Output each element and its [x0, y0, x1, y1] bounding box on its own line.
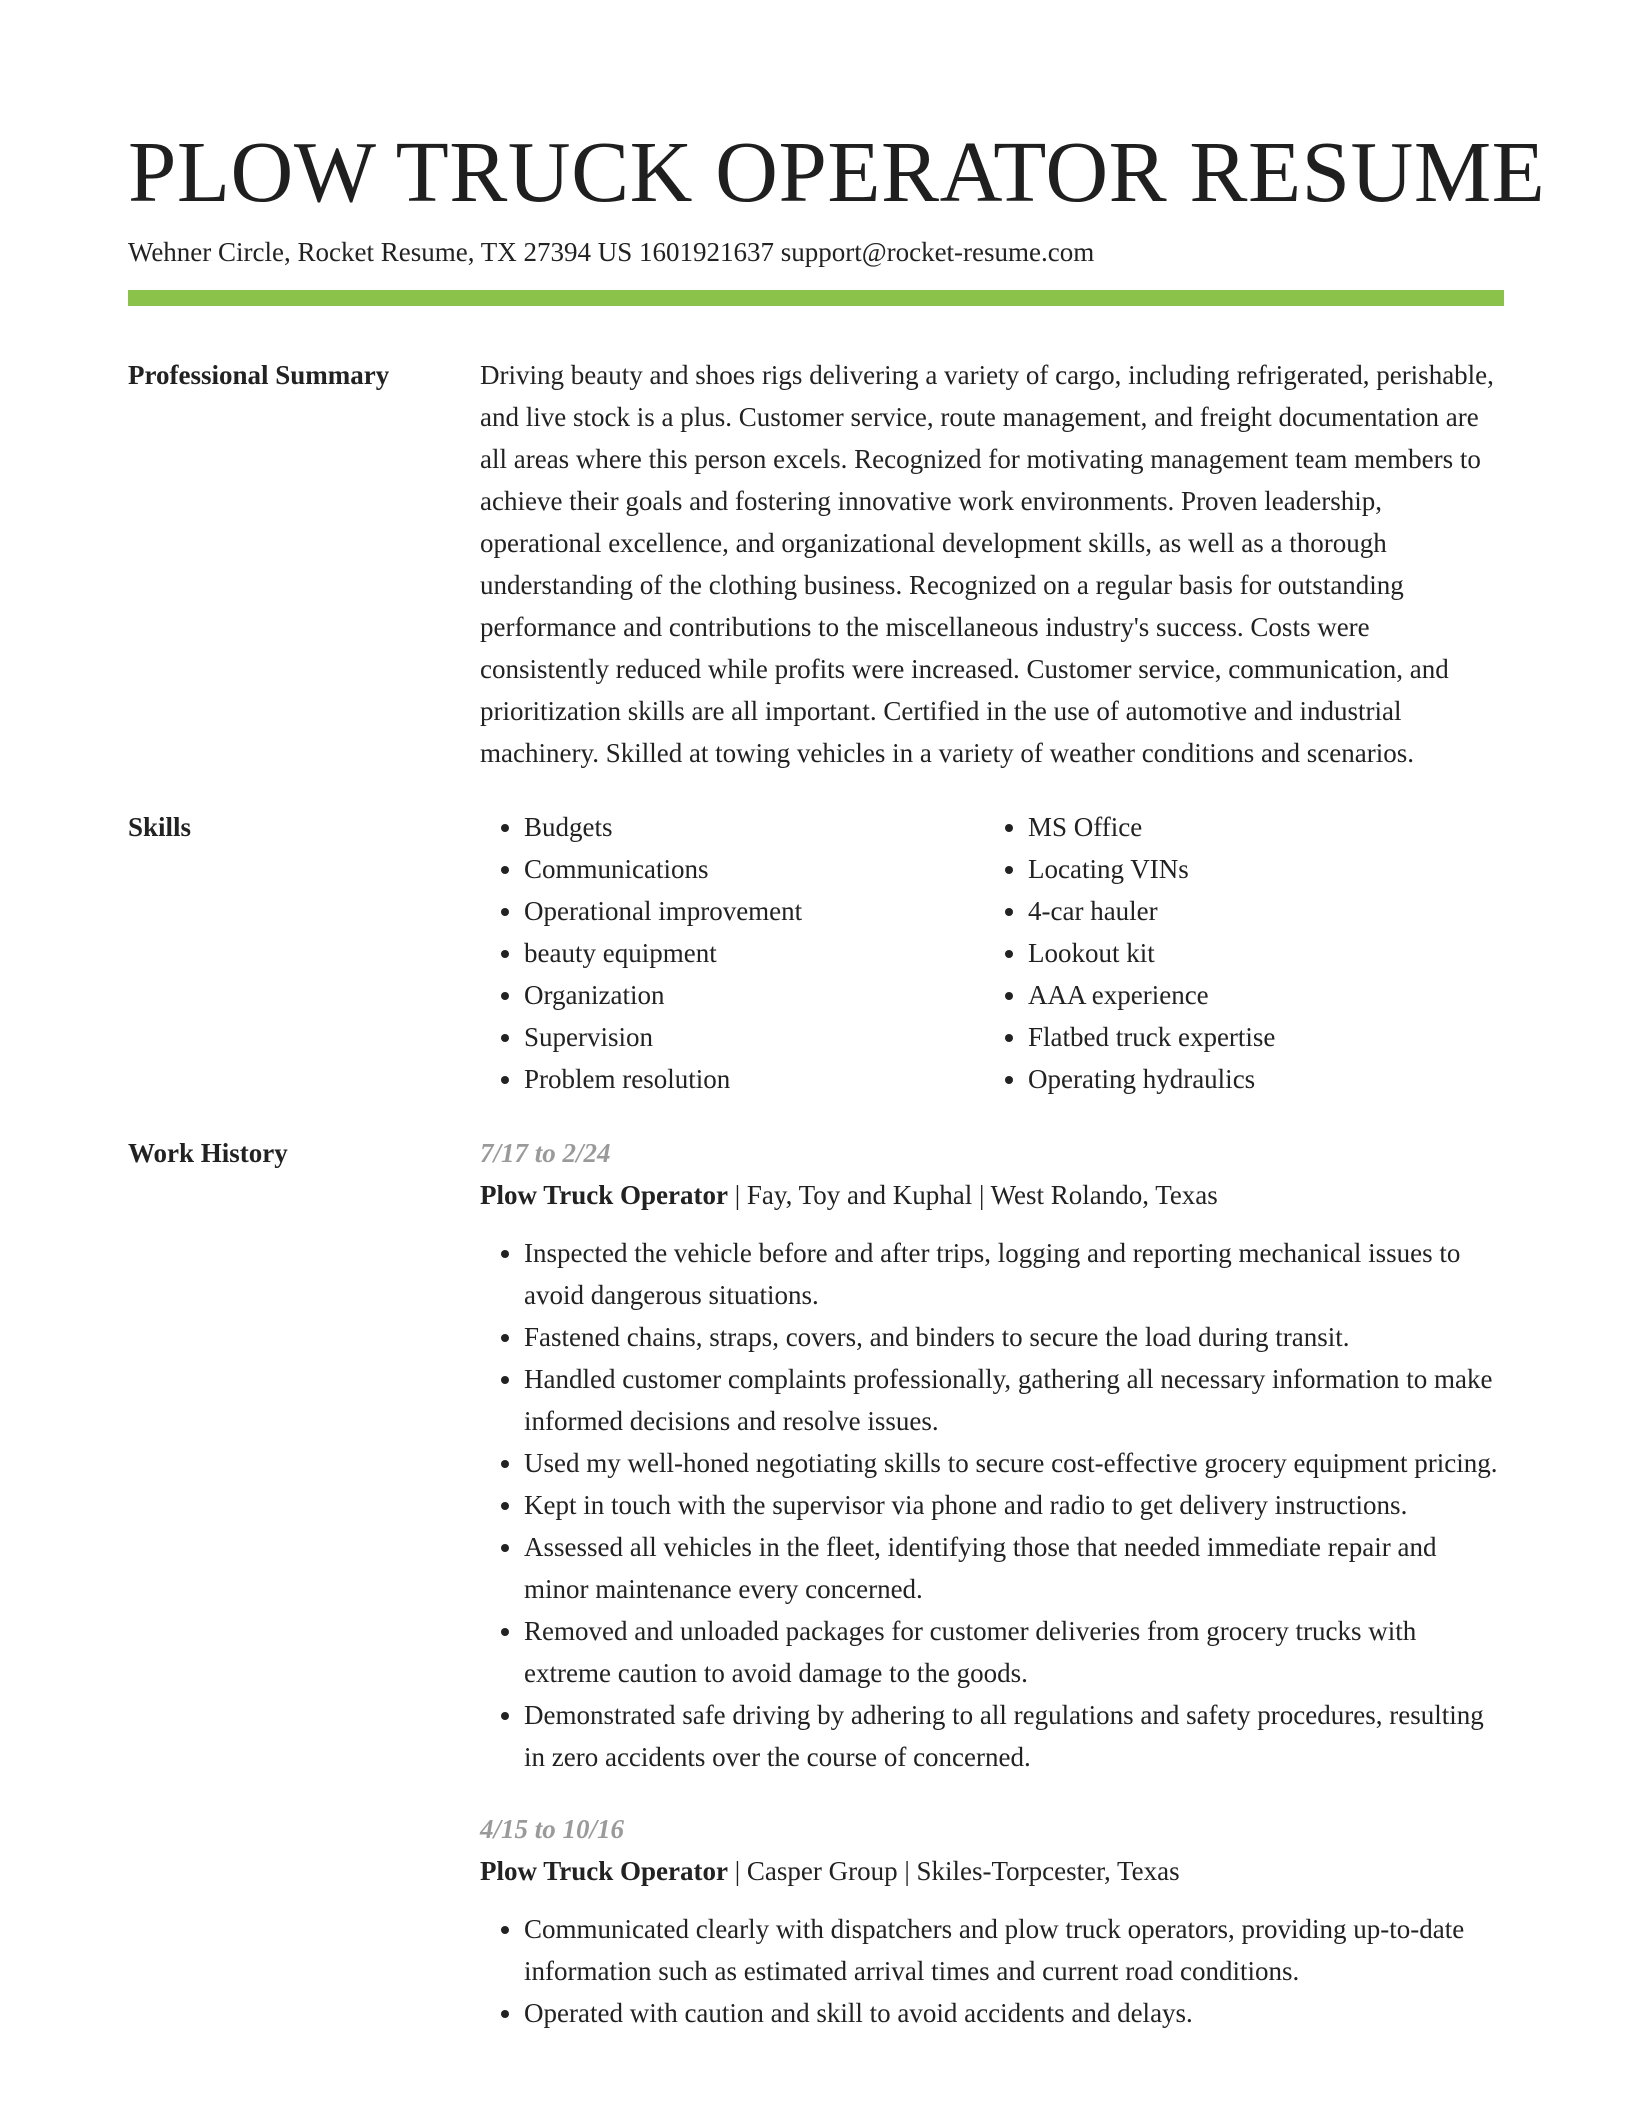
- duty-item: • Operated with caution and skill to avoid accidents and delays.: [524, 1992, 1504, 2034]
- work-history-section: [128, 1132, 1504, 2064]
- job-heading: [480, 1850, 1504, 1892]
- skill-item: • AAA experience: [1028, 974, 1488, 1016]
- job-details: | Casper Group | Skiles-Torpcester, Texas: [727, 1856, 1180, 1886]
- skill-item: • 4-car hauler: [1028, 890, 1488, 932]
- work-history-label: Work History: [128, 1138, 288, 1168]
- job-dates: 4/15 to 10/16: [480, 1814, 625, 1844]
- job-dates: 7/17 to 2/24: [480, 1138, 611, 1168]
- page-title: PLOW TRUCK OPERATOR RESUME: [128, 123, 1546, 220]
- duty-item: • Inspected the vehicle before and after trips, logging and reporting mechanical issues to avoid dangerous situations.: [524, 1232, 1504, 1316]
- duty-item: • Handled customer complaints professionally, gathering all necessary information to make informed decisions and resolve issues.: [524, 1358, 1504, 1442]
- duty-item: • Used my well-honed negotiating skills to secure cost-effective grocery equipment pricing.: [524, 1442, 1504, 1484]
- skills-list-right: [984, 806, 1488, 1100]
- skill-item: • Organization: [524, 974, 984, 1016]
- skill-item: • Flatbed truck expertise: [1028, 1016, 1488, 1058]
- job-duties: [480, 1908, 1504, 2034]
- skill-item: • Budgets: [524, 806, 984, 848]
- skill-item: • Communications: [524, 848, 984, 890]
- duty-item: • Kept in touch with the supervisor via phone and radio to get delivery instructions.: [524, 1484, 1504, 1526]
- contact-line: Wehner Circle, Rocket Resume, TX 27394 US 1601921637 support@rocket-resume.com: [128, 237, 1095, 267]
- skill-item: • MS Office: [1028, 806, 1488, 848]
- skill-item: • Operating hydraulics: [1028, 1058, 1488, 1100]
- work-history-content: [480, 1132, 1504, 2064]
- summary-label: Professional Summary: [128, 360, 390, 390]
- job-heading: [480, 1174, 1504, 1216]
- duty-item: • Demonstrated safe driving by adhering to all regulations and safety procedures, resulting in zero accidents over the course of concerned.: [524, 1694, 1504, 1778]
- skill-item: • Operational improvement: [524, 890, 984, 932]
- summary-section: [128, 354, 1504, 774]
- skill-item: • beauty equipment: [524, 932, 984, 974]
- job-details: | Fay, Toy and Kuphal | West Rolando, Texas: [727, 1180, 1218, 1210]
- duty-item: • Assessed all vehicles in the fleet, identifying those that needed immediate repair and minor maintenance every concerned.: [524, 1526, 1504, 1610]
- skill-item: • Problem resolution: [524, 1058, 984, 1100]
- skill-item: • Lookout kit: [1028, 932, 1488, 974]
- job-duties: [480, 1232, 1504, 1778]
- job-entry: [480, 1808, 1504, 2034]
- duty-item: • Fastened chains, straps, covers, and binders to secure the load during transit.: [524, 1316, 1504, 1358]
- skills-columns: [480, 806, 1504, 1100]
- skill-item: • Supervision: [524, 1016, 984, 1058]
- duty-item: • Removed and unloaded packages for customer deliveries from grocery trucks with extreme caution to avoid damage to the goods.: [524, 1610, 1504, 1694]
- job-title: Plow Truck Operator: [480, 1856, 728, 1886]
- skills-label: Skills: [128, 812, 192, 842]
- header-divider: [128, 290, 1504, 306]
- skill-item: • Locating VINs: [1028, 848, 1488, 890]
- skills-list-left: [480, 806, 984, 1100]
- skills-section: [128, 806, 1504, 1100]
- job-entry: [480, 1132, 1504, 1778]
- job-title: Plow Truck Operator: [480, 1180, 728, 1210]
- summary-text: Driving beauty and shoes rigs delivering a variety of cargo, including refrigerated, perishable, and live stock is a plus. Customer service, route management, and freight documentation are all areas where this person excels. Recognized for motivating management team members to achieve their goals and fostering innovative work environments. Proven leadership, operational excellence, and organizational development skills, as well as a thorough understanding of the clothing business. Recognized on a regular basis for outstanding performance and contributions to the miscellaneous industry's success. Costs were consistently reduced while profits were increased. Customer service, communication, and prioritization skills are all important. Certified in the use of automotive and industrial machinery. Skilled at towing vehicles in a variety of weather conditions and scenarios.: [480, 360, 1494, 768]
- duty-item: • Communicated clearly with dispatchers and plow truck operators, providing up-to-date information such as estimated arrival times and current road conditions.: [524, 1908, 1504, 1992]
- summary-content: [480, 354, 1504, 774]
